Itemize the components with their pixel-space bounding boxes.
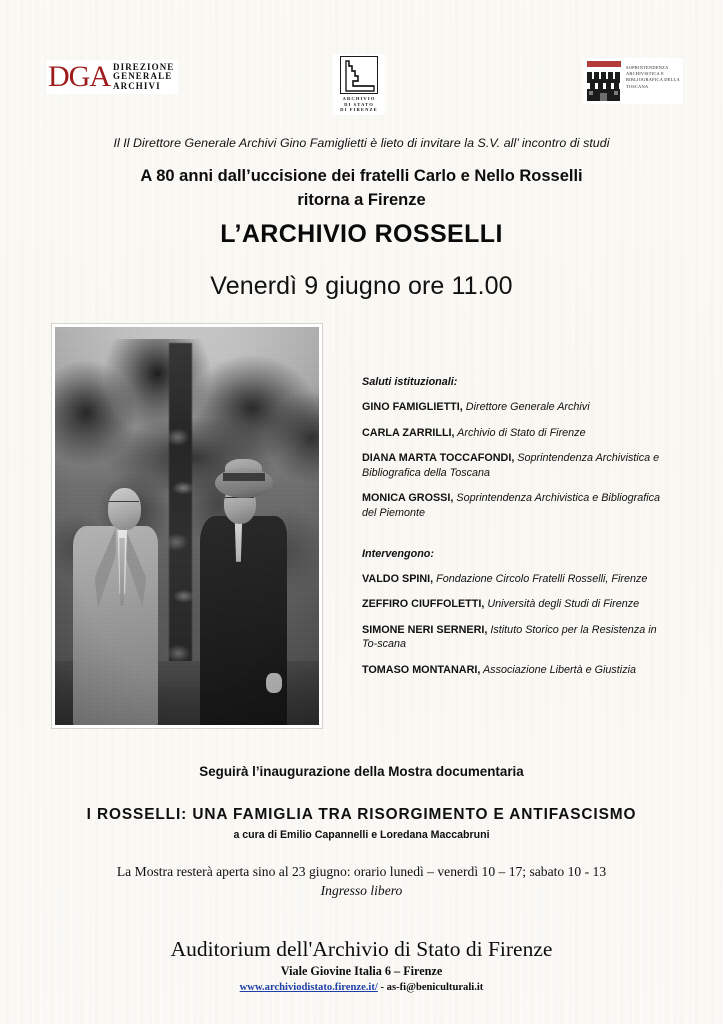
dga-logo-text [113, 63, 174, 92]
sopr-line-4: TOSCANA [626, 83, 649, 89]
website-link[interactable]: www.archiviodistato.firenze.it/ [239, 982, 378, 993]
staircase-square-icon [340, 56, 378, 94]
speaker-role: Direttore Generale Archivi [462, 401, 590, 413]
logo-row [0, 52, 723, 118]
speaker-entry [362, 400, 674, 415]
speaker-role: Archivio di Stato di Firenze [454, 426, 586, 439]
logo-archivio-di-stato-firenze [333, 54, 385, 115]
page-title: L’ARCHIVIO ROSSELLI [220, 220, 503, 248]
speaker-name: VALDO SPINI, [362, 572, 434, 585]
speaker-entry [362, 597, 674, 612]
speaker-role: Soprintendenza Archivistica e Bibliografica del Piemonte [362, 492, 661, 519]
invitation-line: Il Il Direttore Generale Archivi Gino Famiglietti è lieto di invitare la S.V. all’ incontro di studi [113, 136, 610, 150]
speaker-role: Soprintendenza Archivistica e Bibliografica della Toscana [362, 452, 660, 479]
venue-address: Viale Giovine Italia 6 – Firenze [280, 964, 443, 978]
speaker-role: Associazione Libertà e Giustizia [480, 663, 637, 676]
speaker-entry [362, 451, 674, 480]
speaker-entry [362, 623, 674, 652]
photo-image [55, 327, 319, 725]
speakers-column [362, 376, 674, 689]
contact-separator: - [377, 982, 387, 993]
historical-photo [52, 324, 322, 728]
sopr-line-1: SOPRINTENDENZA [626, 65, 669, 70]
headline-block [0, 164, 723, 250]
sopr-line-2: ARCHIVISTICA E [626, 71, 665, 77]
headline-primary: A 80 anni dall’uccisione dei fratelli Carlo e Nello Rosselli [140, 167, 583, 185]
exhibition-lead: Seguirà l’inaugurazione della Mostra documentaria [199, 764, 524, 779]
asfi-logo-text [335, 96, 383, 113]
photo-grain [55, 327, 319, 725]
headline-secondary: ritorna a Firenze [297, 191, 426, 209]
event-datetime: Venerdì 9 giugno ore 11.00 [210, 272, 513, 300]
exhibition-section [0, 764, 723, 841]
speaker-name: SIMONE NERI SERNERI, [362, 623, 488, 636]
speaker-entry [362, 572, 674, 587]
exhibition-hours: La Mostra resterà aperta sino al 23 giugno: orario lunedì – venerdì 10 – 17; sabato 10 - 13 [116, 864, 607, 879]
asfi-line-2: DI STATO [344, 101, 374, 107]
speaker-entry [362, 663, 674, 678]
section-gap [362, 532, 674, 548]
speaker-entry [362, 491, 674, 520]
speaker-name: MONICA GROSSI, [362, 492, 454, 505]
exhibition-title: I ROSSELLI: UNA FAMIGLIA TRA RISORGIMENTO E ANTIFASCISMO [86, 806, 637, 823]
speaker-entry [362, 426, 674, 441]
asfi-line-1: ARCHIVIO [342, 96, 376, 101]
logo-direzione-generale-archivi [46, 60, 178, 94]
speaker-name: GINO FAMIGLIETTI, [362, 401, 463, 413]
castle-glyph-icon [586, 60, 622, 102]
speaker-name: ZEFFIRO CIUFFOLETTI, [362, 598, 485, 611]
staircase-glyph-icon [345, 60, 375, 92]
dga-line-1: DIREZIONE [113, 61, 175, 72]
asfi-line-3: DI FIRENZE [340, 107, 378, 113]
speaker-role: Istituto Storico per la Resistenza in To-scana [362, 623, 657, 651]
footer [0, 936, 723, 995]
dga-line-3: ARCHIVI [113, 80, 161, 91]
soprintendenza-logo-text [626, 60, 680, 90]
speaker-name: CARLA ZARRILLI, [362, 426, 455, 439]
speaker-role: Università degli Studi di Firenze [484, 598, 640, 611]
dga-line-2: GENERALE [113, 71, 173, 82]
email-address: as-fi@beniculturali.it [386, 982, 484, 993]
sopr-line-3: BIBLIOGRAFICA DELLA [626, 77, 680, 83]
venue-name: Auditorium dell'Archivio di Stato di Firenze [170, 937, 553, 961]
speaker-name: DIANA MARTA TOCCAFONDI, [362, 452, 515, 465]
contact-line [0, 980, 723, 995]
speaker-role: Fondazione Circolo Fratelli Rosselli, Firenze [433, 572, 648, 585]
speaker-name: TOMASO MONTANARI, [362, 663, 481, 676]
dga-wordmark-icon: DGA [48, 60, 110, 93]
exhibition-free-entry: Ingresso libero [320, 883, 403, 898]
talks-heading: Intervengono: [362, 547, 434, 560]
logo-soprintendenza-toscana [583, 58, 683, 104]
castle-tower-icon [586, 60, 622, 102]
exhibition-curators: a cura di Emilio Capannelli e Loredana Maccabruni [233, 829, 490, 841]
greetings-heading: Saluti istituzionali: [362, 376, 458, 388]
exhibition-hours-section [0, 862, 723, 900]
